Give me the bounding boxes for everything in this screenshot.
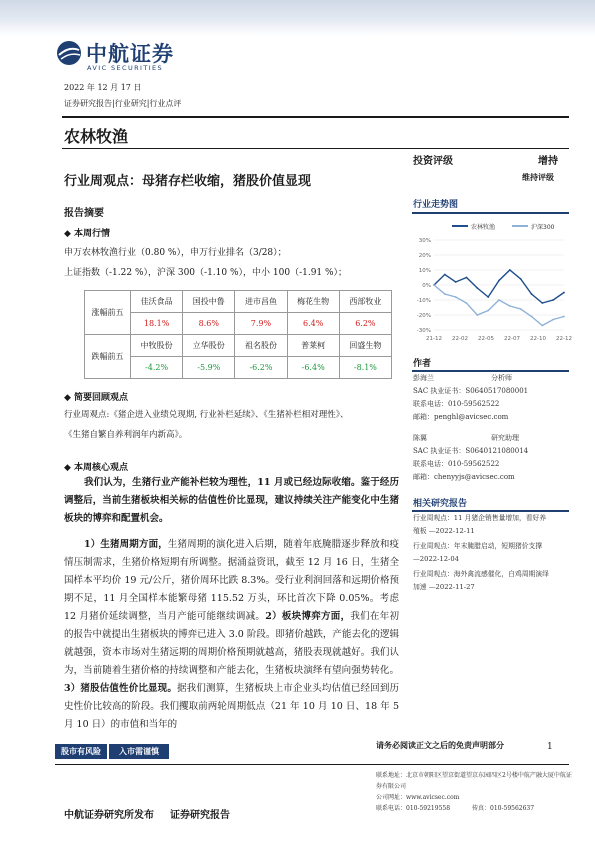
- data-point: [466, 277, 468, 279]
- gain-value: 6.2%: [339, 313, 391, 335]
- author-1-sac: SAC 执业证书：S0640517080001: [413, 387, 529, 395]
- footer-site[interactable]: 公司网址：www.avicsec.com: [376, 794, 460, 801]
- core-p2-lead-2: 2）板块博弈方面，: [265, 611, 351, 622]
- loss-value: -4.2%: [131, 357, 183, 379]
- data-point: [444, 274, 446, 276]
- related-item-date: 加速 —2022-11-27: [413, 582, 475, 591]
- loss-name: 中牧股份: [131, 335, 183, 357]
- legend-label: 农林牧渔: [471, 224, 496, 231]
- x-tick-label: 22-02: [452, 336, 468, 342]
- header-band: [0, 0, 595, 36]
- y-tick-label: -10%: [416, 298, 431, 304]
- gain-value: 18.1%: [131, 313, 183, 335]
- summary-heading: 报告摘要: [64, 208, 104, 219]
- y-tick-label: 0%: [422, 283, 431, 289]
- related-item[interactable]: 行业周观点：海外禽流感催化，白鸡周期演绎: [413, 570, 549, 578]
- core-p2-body-3: 据我们测算，生猪板块上市企业头均估值已经回到历史性价比较高的阶段。我们攫取前两轮周期低点（21 年 10 月 10 日、18 年 5 月 10 日）的市值和当年的: [64, 683, 399, 730]
- data-point: [433, 284, 435, 286]
- caution-button: 入市需谨慎: [109, 744, 169, 759]
- data-point: [541, 325, 543, 327]
- core-p2-body: 生猪周期的演化进入后期，随着年底腌腊逐步释放和疫情压制需求，生猪价格短期有所调整。据涌益资讯，截至 12 月 16 日，生猪全国样本平均价 19 元/公斤，猪价周环比跌 8.3%。受行业利润回落和远期价格预期不足，11 月全国样本能繁母猪 115.52 万头，环比首次下降 0.05%。考虑 12 月猪价延续调整，当月产能可能继续调减。: [64, 539, 399, 622]
- data-point: [531, 293, 533, 295]
- x-tick-label: 22-10: [530, 336, 546, 342]
- x-tick-label: 22-12: [556, 336, 572, 342]
- data-point: [520, 278, 522, 280]
- core-paragraph-2: [64, 536, 399, 734]
- related-list: [413, 512, 570, 593]
- core-p1-text: 我们认为，生猪行业产能补栏较为理性，11 月或已经边际收缩。鉴于经历调整后，当前生猪板块相关标的估值性价比显现，建议持续关注产能变化中生猪板块的博弈和配置机会。: [64, 477, 399, 524]
- y-tick-label: 30%: [418, 238, 431, 244]
- data-point: [487, 296, 489, 298]
- weekly-line-2: 上证指数（-1.22 %），沪深 300（-1.10 %），中小 100（-1.91 %）；: [64, 268, 348, 278]
- gain-value: 6.4%: [287, 313, 339, 335]
- gain-name: 佳沃食品: [131, 291, 183, 313]
- footer-rule: [55, 764, 569, 765]
- footer-address: 联系地址：北京市朝阳区望京街道望京东园四区2号楼中航产融大厦中航证券有限公司: [376, 772, 572, 790]
- rating-value: 增持: [538, 156, 558, 167]
- author-2-email[interactable]: 邮箱：chenyyjs@avicsec.com: [413, 473, 515, 481]
- x-tick-label: 21-12: [426, 336, 442, 342]
- review-text-1: 行业周观点:《猪企进入业绩兑现期, 行业补栏延续》、《生猪补栏相对理性》、: [64, 410, 349, 420]
- author-1-tel: 联系电话：010-59562522: [413, 400, 500, 408]
- data-point: [509, 269, 511, 271]
- data-point: [455, 296, 457, 298]
- y-tick-label: 10%: [418, 268, 431, 274]
- weekly-line-1: 申万农林牧渔行业（0.80 %），申万行业排名（3/28）；: [64, 248, 287, 258]
- gain-name: 国投中鲁: [183, 291, 235, 313]
- gain-value: 8.6%: [183, 313, 235, 335]
- related-item-date: 殖板 —2022-12-11: [413, 526, 475, 535]
- footer-publisher: [64, 806, 230, 821]
- gain-label: 涨幅前五: [85, 291, 131, 335]
- data-point: [541, 302, 543, 304]
- review-heading: ◆ 简要回顾观点: [64, 393, 129, 403]
- data-point: [552, 319, 554, 321]
- loss-name: 立华股份: [183, 335, 235, 357]
- data-point: [509, 305, 511, 307]
- loss-value: -5.9%: [183, 357, 235, 379]
- y-tick-label: -30%: [416, 328, 431, 334]
- sector-name: 农林牧渔: [64, 127, 129, 146]
- loss-label: 跌幅前五: [85, 335, 131, 379]
- loss-name: 回盛生物: [339, 335, 391, 357]
- core-heading: ◆ 本周核心观点: [64, 463, 129, 473]
- report-date: 2022 年 12 月 17 日: [64, 83, 142, 92]
- author-2-role: 研究助理: [491, 434, 519, 442]
- footer-contact: [376, 770, 572, 814]
- footer-fax: 传真：010-59562637: [472, 805, 535, 812]
- loss-name: 祖名股份: [235, 335, 287, 357]
- legend-label: 沪深300: [531, 224, 555, 231]
- brand-name: 中航证券: [86, 42, 174, 66]
- trend-chart: [412, 216, 572, 346]
- chart-heading-rule: [412, 212, 569, 214]
- x-tick-label: 22-05: [478, 336, 494, 342]
- header-rule: [62, 116, 569, 118]
- loss-value: -6.4%: [287, 357, 339, 379]
- y-tick-label: -20%: [416, 313, 431, 319]
- data-point: [563, 292, 565, 294]
- data-point: [520, 308, 522, 310]
- author-2-tel: 联系电话：010-59562522: [413, 460, 500, 468]
- gain-name: 梅花生物: [287, 291, 339, 313]
- loss-value: -6.2%: [235, 357, 287, 379]
- authors-heading: 作者: [413, 359, 432, 369]
- core-paragraph-1: [64, 474, 399, 528]
- data-point: [531, 316, 533, 318]
- brand-name-en: AVIC SECURITIES: [87, 64, 164, 72]
- data-point: [498, 299, 500, 301]
- data-point: [563, 316, 565, 318]
- related-item[interactable]: 行业周观点：年末腌腊启动，短期猪价支撑: [413, 542, 543, 550]
- x-tick-label: 22-07: [504, 336, 520, 342]
- data-point: [455, 281, 457, 283]
- data-point: [476, 287, 478, 289]
- report-type: 证券研究报告: [170, 810, 230, 821]
- core-p2-lead-3: 3）猪股估值性价比显现。: [64, 683, 178, 694]
- core-p2-lead: 1）生猪周期方面，: [84, 539, 168, 550]
- page-number: 1: [547, 742, 553, 752]
- movers-table: [84, 290, 392, 379]
- core-p2-body-2: 我们在年初的报告中就提出生猪板块的博弈已进入 3.0 阶段。即猪价越跌，产能去化的逻辑就越强，资本市场对生猪远期的周期价格预期就越高，猪股表现就越好。我们认为，当前随着生猪价格的持续调整和产能去化，生猪板块演绎有望向强势转化。: [64, 611, 399, 676]
- gain-value: 7.9%: [235, 313, 287, 335]
- footer-tel: 联系电话：010-59219558: [376, 805, 451, 812]
- author-2-sac: SAC 执业证书：S0640121080014: [413, 447, 529, 455]
- series-line: [434, 270, 564, 303]
- rating-sub: 维持评级: [522, 172, 554, 182]
- data-point: [552, 299, 554, 301]
- y-tick-label: 20%: [418, 253, 431, 259]
- author-1-email[interactable]: 邮箱：penghl@avicsec.com: [413, 413, 509, 421]
- company-logo: [56, 38, 206, 76]
- publisher-name: 中航证券研究所发布: [64, 810, 154, 821]
- globe-logo-icon: [56, 40, 82, 66]
- sector-rule: [62, 148, 569, 149]
- gain-name: 进市昌鱼: [235, 291, 287, 313]
- author-2: [413, 432, 570, 484]
- data-point: [466, 302, 468, 304]
- weekly-heading: ◆ 本周行情: [64, 229, 111, 239]
- data-point: [444, 293, 446, 295]
- related-item[interactable]: 行业周观点：11 月猪企销售量增加，看好养: [413, 514, 547, 522]
- report-title: 行业周观点：母猪存栏收缩，猪股价值显现: [64, 174, 312, 189]
- related-item-date: —2022-12-04: [413, 554, 459, 563]
- disclaimer-note[interactable]: 请务必阅读正文之后的免责声明部分: [376, 740, 504, 750]
- review-text-2: 《生猪自繁自养利润年内新高》。: [64, 430, 188, 440]
- gain-name: 西部牧业: [339, 291, 391, 313]
- risk-button: 股市有风险: [55, 744, 107, 759]
- series-line: [434, 285, 564, 326]
- breadcrumb: 证券研究报告|行业研究|行业点评: [64, 99, 182, 108]
- author-1-role: 分析师: [491, 374, 512, 382]
- author-1: [413, 372, 570, 424]
- data-point: [476, 314, 478, 316]
- loss-value: -8.1%: [339, 357, 391, 379]
- author-2-name: 陈翼: [413, 434, 427, 442]
- chart-heading: 行业走势图: [413, 200, 459, 210]
- loss-name: 普莱柯: [287, 335, 339, 357]
- related-heading: 相关研究报告: [413, 499, 468, 509]
- data-point: [498, 280, 500, 282]
- rating-label: 投资评级: [413, 156, 453, 167]
- author-1-name: 彭海兰: [413, 374, 434, 382]
- data-point: [487, 310, 489, 312]
